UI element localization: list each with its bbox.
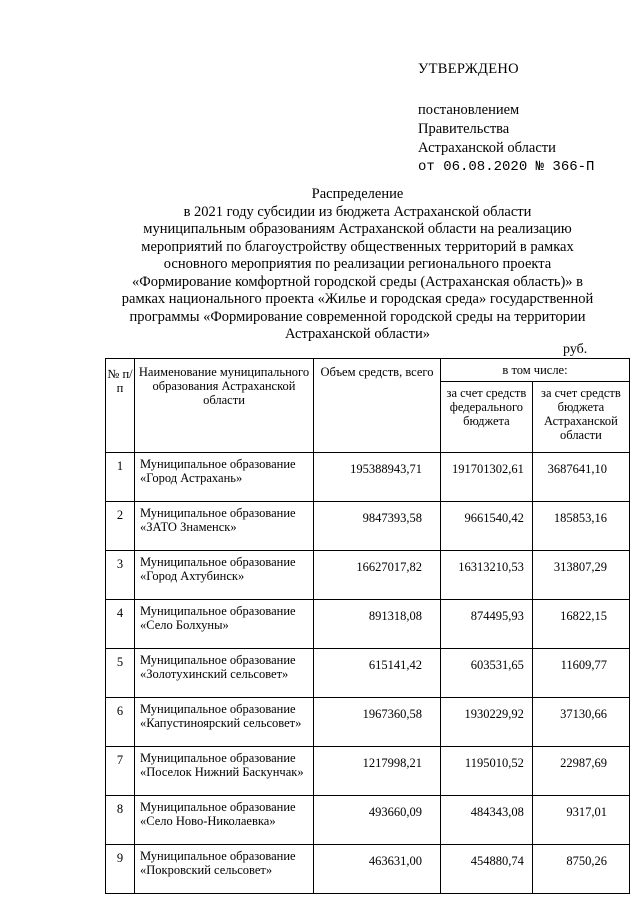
row-name xyxy=(135,649,314,698)
currency-unit: руб. xyxy=(563,342,588,357)
title-line: мероприятий по благоустройству общественных территорий в рамках xyxy=(141,238,574,255)
row-name-line: Муниципальное образование xyxy=(140,604,296,618)
row-regional: 9317,01 xyxy=(532,796,629,845)
row-name-line: Муниципальное образование xyxy=(140,457,296,471)
row-name-line: «Село Болхуны» xyxy=(140,618,229,632)
row-regional: 16822,15 xyxy=(532,600,629,649)
row-number: 8 xyxy=(106,796,135,845)
row-number: 3 xyxy=(106,551,135,600)
row-federal: 1195010,52 xyxy=(441,747,533,796)
row-name-line: Муниципальное образование xyxy=(140,800,296,814)
row-federal: 484343,08 xyxy=(441,796,533,845)
header-number: № п/п xyxy=(106,359,135,453)
row-name-line: «Капустиноярский сельсовет» xyxy=(140,716,302,730)
row-number: 9 xyxy=(106,845,135,894)
row-total: 1967360,58 xyxy=(314,698,441,747)
row-regional: 37130,66 xyxy=(532,698,629,747)
row-number: 5 xyxy=(106,649,135,698)
row-federal: 1930229,92 xyxy=(441,698,533,747)
row-name-line: «Село Ново-Николаевка» xyxy=(140,814,276,828)
row-total: 1217998,21 xyxy=(314,747,441,796)
row-federal: 16313210,53 xyxy=(441,551,533,600)
row-total: 463631,00 xyxy=(314,845,441,894)
row-regional: 22987,69 xyxy=(532,747,629,796)
row-name-line: Муниципальное образование xyxy=(140,751,296,765)
row-name xyxy=(135,747,314,796)
row-number: 4 xyxy=(106,600,135,649)
row-name xyxy=(135,698,314,747)
row-name xyxy=(135,600,314,649)
row-name-line: Муниципальное образование xyxy=(140,653,296,667)
row-name-line: «Город Ахтубинск» xyxy=(140,569,245,583)
approval-line: Астраханской области xyxy=(418,140,556,156)
approval-line: постановлением xyxy=(418,102,520,118)
table-row xyxy=(106,600,630,649)
header-total: Объем средств, всего xyxy=(314,359,441,453)
row-name xyxy=(135,551,314,600)
distribution-table xyxy=(105,358,630,894)
title-line: Астраханской области» xyxy=(284,326,431,342)
title-line: программы «Формирование современной городской среды на территории xyxy=(129,308,586,325)
row-regional: 11609,77 xyxy=(532,649,629,698)
row-regional: 3687641,10 xyxy=(532,453,629,502)
approval-heading: УТВЕРЖДЕНО xyxy=(418,61,519,77)
title-line: Распределение xyxy=(311,186,404,202)
table-row xyxy=(106,747,630,796)
table-row xyxy=(106,649,630,698)
document-title xyxy=(100,186,615,344)
row-federal: 191701302,61 xyxy=(441,453,533,502)
row-name-line: Муниципальное образование xyxy=(140,849,296,863)
row-name-line: Муниципальное образование xyxy=(140,506,296,520)
table-row xyxy=(106,796,630,845)
header-name: Наименование муниципального образования Астраханской области xyxy=(135,359,314,453)
row-regional: 313807,29 xyxy=(532,551,629,600)
row-regional: 185853,16 xyxy=(532,502,629,551)
row-federal: 454880,74 xyxy=(441,845,533,894)
title-line: «Формирование комфортной городской среды (Астраханская область)» в xyxy=(131,273,584,290)
table-row xyxy=(106,453,630,502)
row-federal: 603531,65 xyxy=(441,649,533,698)
row-total: 891318,08 xyxy=(314,600,441,649)
row-number: 6 xyxy=(106,698,135,747)
header-federal: за счет средств федерального бюджета xyxy=(441,382,533,453)
table-row xyxy=(106,845,630,894)
table-row xyxy=(106,698,630,747)
row-name-line: Муниципальное образование xyxy=(140,555,296,569)
row-number: 2 xyxy=(106,502,135,551)
row-name-line: «Покровский сельсовет» xyxy=(140,863,273,877)
row-name-line: «Золотухинский сельсовет» xyxy=(140,667,289,681)
row-total: 195388943,71 xyxy=(314,453,441,502)
row-name-line: «Поселок Нижний Баскунчак» xyxy=(140,765,304,779)
table-row xyxy=(106,502,630,551)
row-name-line: «Город Астрахань» xyxy=(140,471,243,485)
title-line: основного мероприятия по реализации регионального проекта xyxy=(163,256,552,272)
row-number: 1 xyxy=(106,453,135,502)
row-total: 493660,09 xyxy=(314,796,441,845)
row-federal: 9661540,42 xyxy=(441,502,533,551)
title-line: в 2021 году субсидии из бюджета Астраханской области xyxy=(183,203,532,220)
row-total: 16627017,82 xyxy=(314,551,441,600)
title-line: муниципальным образованиям Астраханской области на реализацию xyxy=(143,221,572,237)
table-row xyxy=(106,551,630,600)
row-name xyxy=(135,502,314,551)
row-total: 9847393,58 xyxy=(314,502,441,551)
row-name-line: Муниципальное образование xyxy=(140,702,296,716)
row-total: 615141,42 xyxy=(314,649,441,698)
header-regional: за счет средств бюджета Астраханской области xyxy=(532,382,629,453)
row-name xyxy=(135,453,314,502)
row-federal: 874495,93 xyxy=(441,600,533,649)
row-name-line: «ЗАТО Знаменск» xyxy=(140,520,237,534)
approval-block xyxy=(418,60,594,177)
row-number: 7 xyxy=(106,747,135,796)
row-name xyxy=(135,796,314,845)
approval-date-number: от 06.08.2020 № 366-П xyxy=(418,159,595,175)
row-regional: 8750,26 xyxy=(532,845,629,894)
title-line: рамках национального проекта «Жилье и городская среда» государственной xyxy=(121,291,594,307)
row-name xyxy=(135,845,314,894)
approval-line: Правительства xyxy=(418,121,510,137)
header-including: в том числе: xyxy=(441,359,630,382)
